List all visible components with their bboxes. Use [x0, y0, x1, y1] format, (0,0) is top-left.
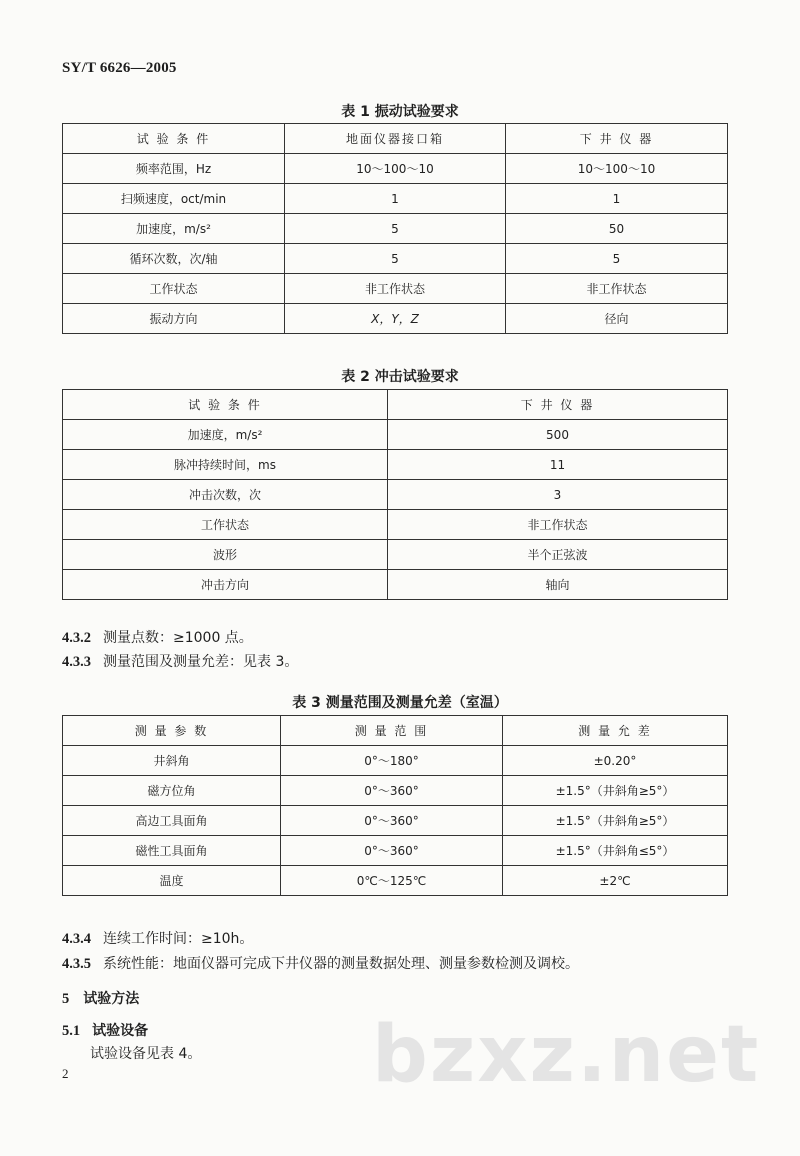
table-cell: 5: [285, 244, 506, 274]
table-cell: ±1.5°（井斜角≤5°）: [503, 836, 728, 866]
table-header-row: [63, 124, 728, 154]
table-cell: 工作状态: [63, 274, 285, 304]
table-cell: 5: [285, 214, 506, 244]
clause-text: 测量范围及测量允差：见表 3。: [103, 654, 299, 670]
header-cell: 测 量 参 数: [63, 716, 281, 746]
table-row: [63, 570, 728, 600]
table-cell: 脉冲持续时间，ms: [63, 450, 388, 480]
table-cell: ±1.5°（井斜角≥5°）: [503, 806, 728, 836]
clause-4-3-5: [62, 953, 579, 973]
table-cell: 0°～360°: [281, 836, 503, 866]
table-cell: 50: [506, 214, 728, 244]
table-cell: 轴向: [388, 570, 728, 600]
vibration-test-table: [62, 123, 728, 334]
table-cell: 磁性工具面角: [63, 836, 281, 866]
table-cell: 振动方向: [63, 304, 285, 334]
header-cell: 试 验 条 件: [63, 390, 388, 420]
section-number: 5: [62, 991, 70, 1007]
table-cell: 1: [285, 184, 506, 214]
document-code: SY/T 6626—2005: [62, 60, 177, 76]
table-cell: 循环次数，次/轴: [63, 244, 285, 274]
table-cell: 频率范围，Hz: [63, 154, 285, 184]
watermark: bzxz.net: [372, 1010, 761, 1100]
table-row: [63, 746, 728, 776]
table-row: [63, 214, 728, 244]
table-cell: 加速度，m/s²: [63, 214, 285, 244]
shock-test-table: [62, 389, 728, 600]
table-row: [63, 450, 728, 480]
table3-title: 表 3 测量范围及测量允差（室温）: [292, 695, 508, 711]
table-cell: 半个正弦波: [388, 540, 728, 570]
clause-number: 4.3.5: [62, 956, 91, 972]
table1-title: 表 1 振动试验要求: [341, 104, 459, 120]
clause-number: 4.3.2: [62, 630, 91, 646]
table-cell: 500: [388, 420, 728, 450]
table-row: [63, 480, 728, 510]
page-number: 2: [62, 1066, 69, 1081]
table-row: [63, 184, 728, 214]
table-row: [63, 510, 728, 540]
table-cell: ±0.20°: [503, 746, 728, 776]
table-row: [63, 806, 728, 836]
table-row: [63, 776, 728, 806]
table-cell: 高边工具面角: [63, 806, 281, 836]
table-cell: 温度: [63, 866, 281, 896]
table-cell: 0℃～125℃: [281, 866, 503, 896]
section-number: 5.1: [62, 1023, 81, 1039]
table-cell: 非工作状态: [388, 510, 728, 540]
clause-4-3-4: [62, 928, 253, 948]
table-cell: 井斜角: [63, 746, 281, 776]
section-5-heading: [62, 988, 139, 1008]
table-cell: 波形: [63, 540, 388, 570]
table-cell: 11: [388, 450, 728, 480]
table-row: [63, 274, 728, 304]
header-cell: 测 量 允 差: [503, 716, 728, 746]
table-cell: 5: [506, 244, 728, 274]
section-5-1-heading: [62, 1020, 148, 1040]
table-row: [63, 154, 728, 184]
table-cell: 工作状态: [63, 510, 388, 540]
clause-number: 4.3.3: [62, 654, 91, 670]
table2-title: 表 2 冲击试验要求: [341, 369, 459, 385]
clause-text: 连续工作时间：≥10h。: [103, 931, 254, 947]
table-cell: 10～100～10: [285, 154, 506, 184]
table-cell: 径向: [506, 304, 728, 334]
table-cell: 加速度，m/s²: [63, 420, 388, 450]
clause-4-3-3: [62, 651, 298, 671]
table-cell: 0°～180°: [281, 746, 503, 776]
measurement-range-table: [62, 715, 728, 896]
table-row: [63, 866, 728, 896]
header-cell: 下 井 仪 器: [388, 390, 728, 420]
table-row: [63, 836, 728, 866]
clause-text: 系统性能：地面仪器可完成下井仪器的测量数据处理、测量参数检测及调校。: [103, 956, 579, 972]
section-title: 试验方法: [83, 991, 140, 1007]
clause-4-3-2: [62, 627, 253, 647]
table-header-row: [63, 716, 728, 746]
table-cell: 0°～360°: [281, 806, 503, 836]
table-cell: ±2℃: [503, 866, 728, 896]
table-row: [63, 540, 728, 570]
header-cell: 地面仪器接口箱: [285, 124, 506, 154]
header-cell: 试 验 条 件: [63, 124, 285, 154]
table-cell: 冲击方向: [63, 570, 388, 600]
clause-number: 4.3.4: [62, 931, 91, 947]
table-cell: 10～100～10: [506, 154, 728, 184]
table-cell: X，Y，Z: [285, 304, 506, 334]
table-cell: 磁方位角: [63, 776, 281, 806]
table-cell: 扫频速度，oct/min: [63, 184, 285, 214]
table-cell: 3: [388, 480, 728, 510]
table-cell: 非工作状态: [506, 274, 728, 304]
clause-text: 测量点数：≥1000 点。: [103, 630, 253, 646]
table-cell: 0°～360°: [281, 776, 503, 806]
table-row: [63, 420, 728, 450]
header-cell: 下 井 仪 器: [506, 124, 728, 154]
header-cell: 测 量 范 围: [281, 716, 503, 746]
table-cell: 1: [506, 184, 728, 214]
table-cell: ±1.5°（井斜角≥5°）: [503, 776, 728, 806]
section-title: 试验设备: [92, 1023, 149, 1039]
table-cell: 冲击次数，次: [63, 480, 388, 510]
section-5-1-text: 试验设备见表 4。: [90, 1046, 202, 1062]
table-cell: 非工作状态: [285, 274, 506, 304]
table-header-row: [63, 390, 728, 420]
table-row: [63, 244, 728, 274]
table-row: [63, 304, 728, 334]
